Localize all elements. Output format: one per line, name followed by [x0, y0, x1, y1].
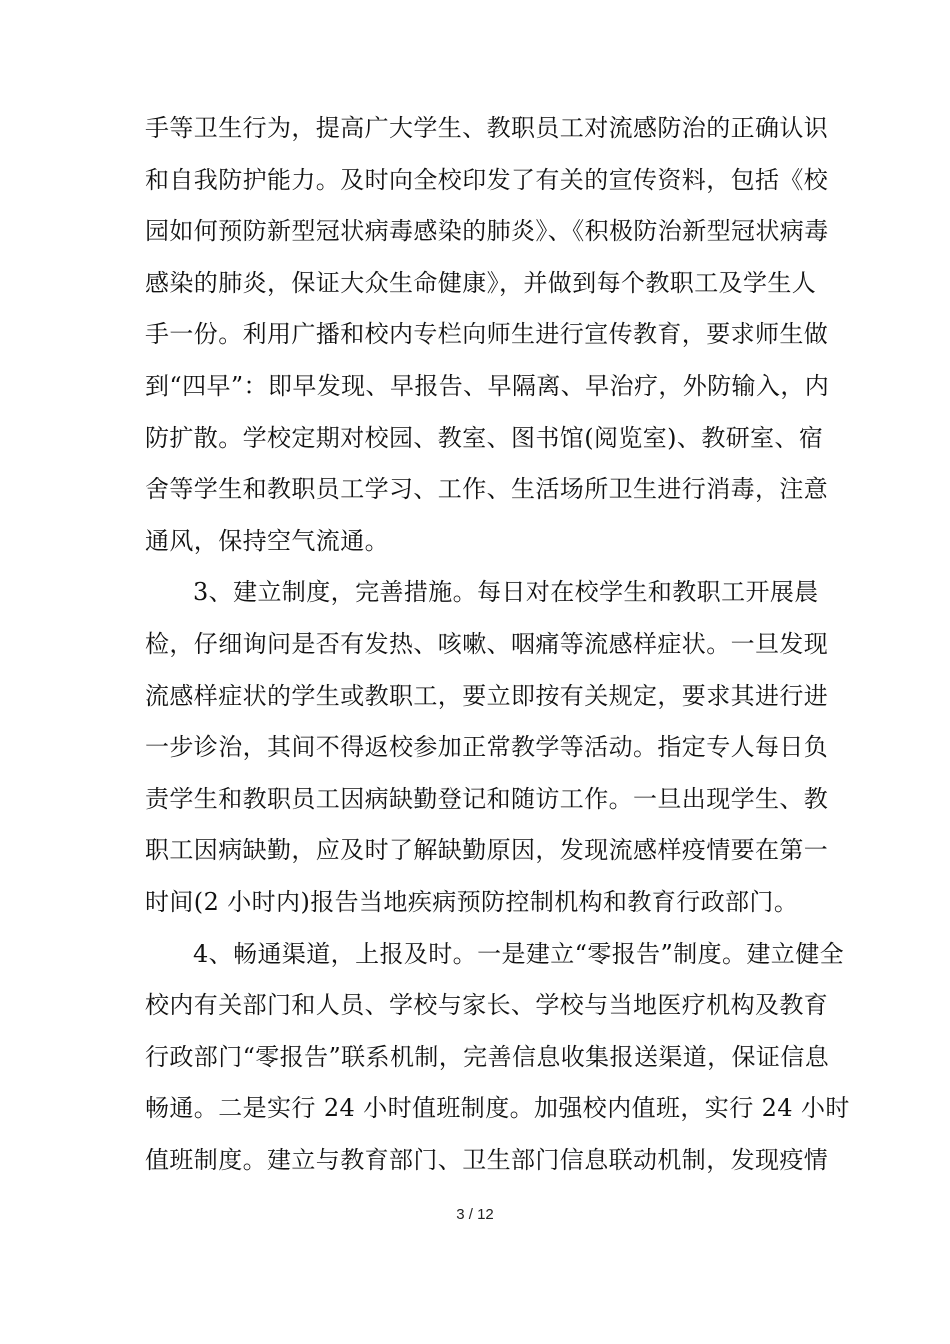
text-line: 职工因病缺勤，应及时了解缺勤原因，发现流感样疫情要在第一 — [145, 836, 829, 865]
text-line: 时间(2 小时内)报告当地疾病预防控制机构和教育行政部门。 — [145, 887, 799, 916]
text-line: 感染的肺炎，保证大众生命健康》，并做到每个教职工及学生人 — [145, 268, 817, 297]
text-line: 检，仔细询问是否有发热、咳嗽、咽痛等流感样症状。一旦发现 — [145, 629, 829, 658]
text-line: 一步诊治，其间不得返校参加正常教学等活动。指定专人每日负 — [145, 733, 829, 762]
text-line: 舍等学生和教职员工学习、工作、生活场所卫生进行消毒，注意 — [145, 475, 829, 504]
text-line: 园如何预防新型冠状病毒感染的肺炎》、《积极防治新型冠状病毒 — [145, 217, 829, 246]
text-line: 到“四早”：即早发现、早报告、早隔离、早治疗，外防输入，内 — [145, 371, 830, 400]
text-line: 流感样症状的学生或教职工，要立即按有关规定，要求其进行进 — [145, 681, 829, 710]
text-line: 3、建立制度，完善措施。每日对在校学生和教职工开展晨 — [193, 578, 819, 607]
text-line: 通风，保持空气流通。 — [145, 526, 389, 555]
text-line: 校内有关部门和人员、学校与家长、学校与当地医疗机构及教育 — [145, 991, 829, 1020]
text-line: 行政部门“零报告”联系机制，完善信息收集报送渠道，保证信息 — [145, 1042, 830, 1071]
text-line: 畅通。二是实行 24 小时值班制度。加强校内值班，实行 24 小时 — [145, 1094, 850, 1123]
document-body — [145, 103, 850, 1186]
text-line: 手等卫生行为，提高广大学生、教职员工对流感防治的正确认识 — [145, 114, 829, 142]
text-line: 4、畅通渠道，上报及时。一是建立“零报告”制度。建立健全 — [193, 939, 845, 968]
page-number: 3 / 12 — [456, 1206, 494, 1223]
text-line: 责学生和教职员工因病缺勤登记和随访工作。一旦出现学生、教 — [145, 784, 829, 813]
text-line: 和自我防护能力。及时向全校印发了有关的宣传资料，包括《校 — [145, 165, 829, 194]
text-line: 手一份。利用广播和校内专栏向师生进行宣传教育，要求师生做 — [145, 320, 829, 349]
text-line: 值班制度。建立与教育部门、卫生部门信息联动机制，发现疫情 — [145, 1145, 829, 1174]
text-line: 防扩散。学校定期对校园、教室、图书馆(阅览室)、教研室、宿 — [145, 423, 824, 452]
